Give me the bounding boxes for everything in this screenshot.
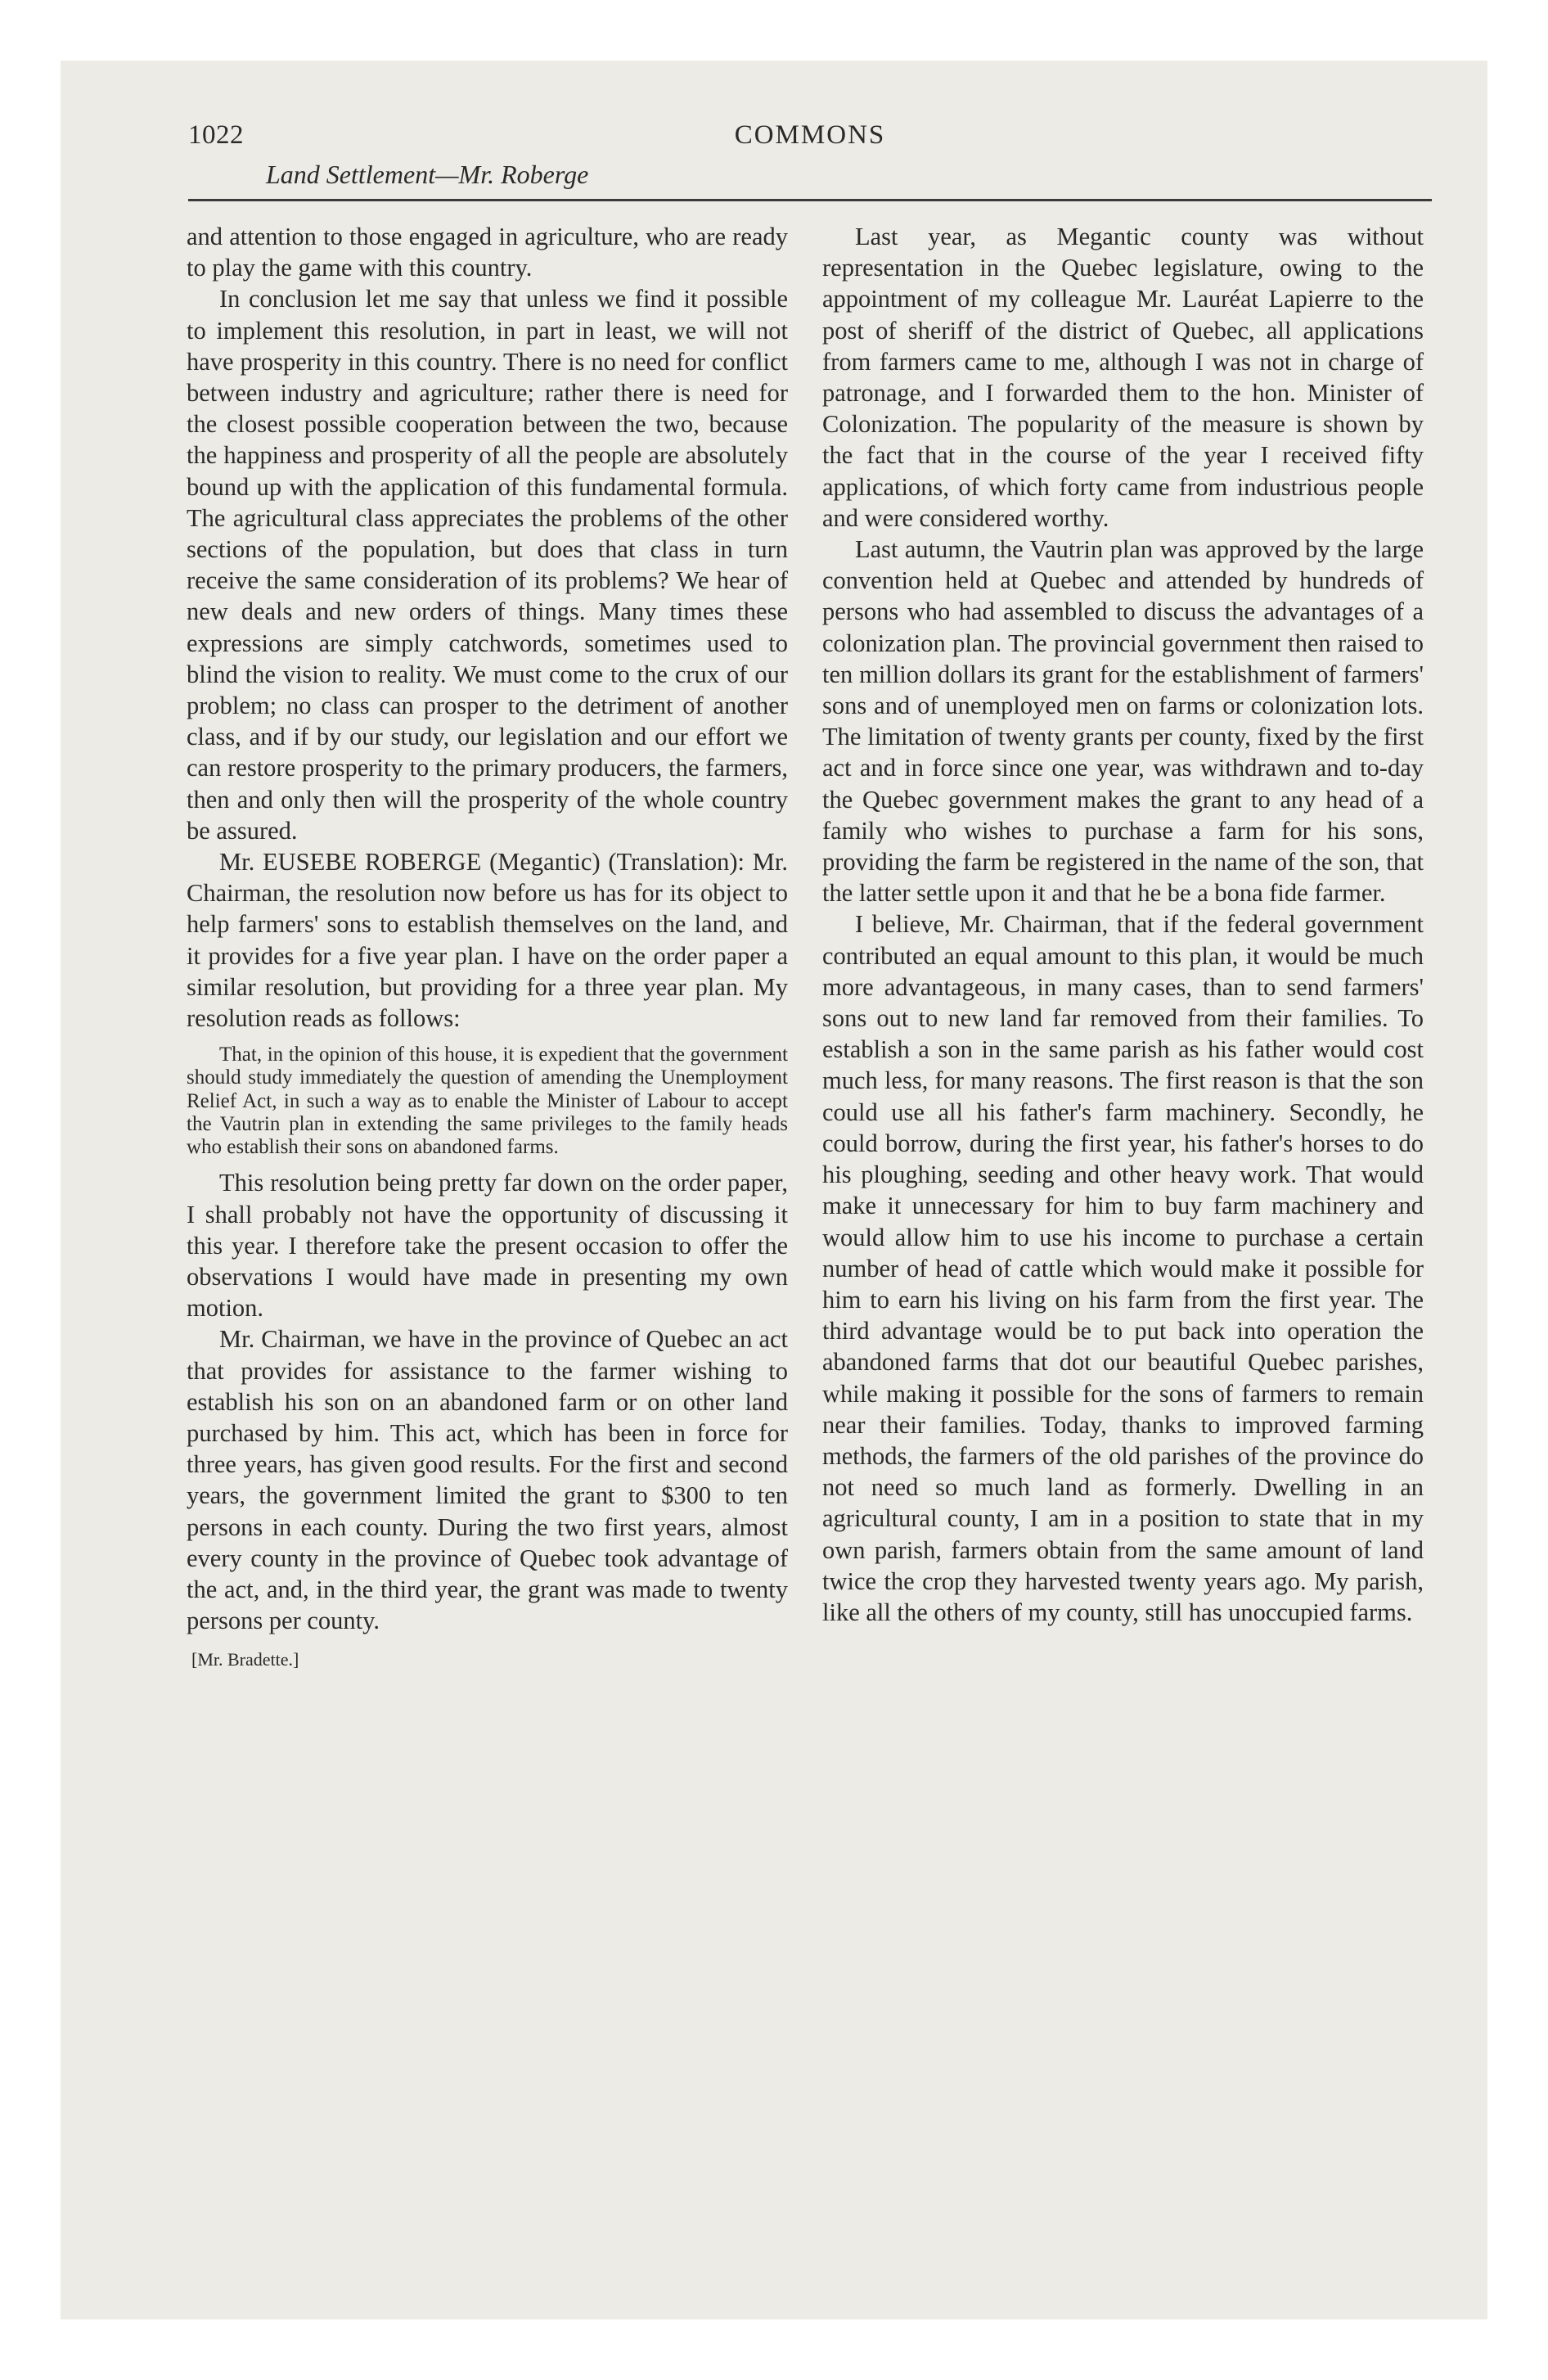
section-title: COMMONS	[734, 120, 886, 150]
page-header	[188, 120, 1432, 202]
header-rule	[188, 199, 1432, 201]
running-head: Land Settlement—Mr. Roberge	[266, 160, 589, 189]
paragraph: Mr. EUSEBE ROBERGE (Megantic) (Translation): Mr. Chairman, the resolution now before us has for its object to help farmers' sons to establish themselves on the land, and it provides for a five year plan. I have on the order paper a similar resolution, but providing for a three year plan. My resolution reads as follows:	[187, 848, 788, 1033]
paragraph: I believe, Mr. Chairman, that if the federal government contributed an equal amount to this plan, it would be much more advantageous, in many cases, than to send farmers' sons out to new land far removed from their families. To establish a son in the same parish as his father would cost much less, for many reasons. The first reason is that the son could use all his father's farm machinery. Secondly, he could borrow, during the first year, his father's horses to do his ploughing, seeding and other heavy work. That would make it unnecessary for him to buy farm machinery and would allow him to use his income to purchase a certain number of head of cattle which would make it possible for him to earn his living on his farm from the first year. The third advantage would be to put back into operation the abandoned farms that dot our beautiful Quebec parishes, while making it possible for the sons of farmers to remain near their families. Today, thanks to improved farming methods, the farmers of the old parishes of the province do not need so much land as formerly. Dwelling in an agricultural county, I am in a position to state that in my own parish, farmers obtain from the same amount of land twice the crop they harvested twenty years ago. My parish, like all the others of my county, still has unoccupied farms.	[822, 910, 1424, 1626]
paragraph: This resolution being pretty far down on the order paper, I shall probably not have the opportunity of discussing it this year. I therefore take the present occasion to offer the observations I would have made in presenting my own motion.	[187, 1169, 788, 1323]
right-column	[822, 221, 1424, 1628]
resolution-quote: That, in the opinion of this house, it is expedient that the government should study immediately the question of amending the Unemployment Relief Act, in such a way as to enable the Minister of Labour to accept the Vautrin plan in extending the same privileges to the family heads who establish their sons on abandoned farms.	[187, 1044, 788, 1159]
page-number: 1022	[188, 120, 244, 150]
left-column	[187, 221, 788, 1672]
paragraph: and attention to those engaged in agriculture, who are ready to play the game with this country.	[187, 223, 788, 282]
paragraph: Last autumn, the Vautrin plan was approved by the large convention held at Quebec and attended by hundreds of persons who had assembled to discuss the advantages of a colonization plan. The provincial government then raised to ten million dollars its grant for the establishment of farmers' sons and of unemployed men on farms or colonization lots. The limitation of twenty grants per county, fixed by the first act and in force since one year, was withdrawn and to-day the Quebec government makes the grant to any head of a family who wishes to purchase a farm for his sons, providing the farm be registered in the name of the son, that the latter settle upon it and that he be a bona fide farmer.	[822, 535, 1424, 908]
paragraph: In conclusion let me say that unless we find it possible to implement this resolution, in part in least, we will not have prosperity in this country. There is no need for conflict between industry and agriculture; rather there is need for the closest possible cooperation between the two, because the happiness and prosperity of all the people are absolutely bound up with the application of this fundamental formula. The agricultural class appreciates the problems of the other sections of the population, but does that class in turn receive the same consideration of its problems? We hear of new deals and new orders of things. Many times these expressions are simply catchwords, sometimes used to blind the vision to reality. We must come to the crux of our problem; no class can prosper to the detriment of another class, and if by our study, our legislation and our effort we can restore prosperity to the primary producers, the farmers, then and only then will the prosperity of the whole country be assured.	[187, 285, 788, 845]
paragraph: Last year, as Megantic county was without representation in the Quebec legislature, owing to the appointment of my colleague Mr. Lauréat Lapierre to the post of sheriff of the district of Quebec, all applications from farmers came to me, although I was not in charge of patronage, and I forwarded them to the hon. Minister of Colonization. The popularity of the measure is shown by the fact that in the course of the year I received fifty applications, of which forty came from industrious people and were considered worthy.	[822, 223, 1424, 532]
speaker-reference: [Mr. Bradette.]	[191, 1649, 299, 1670]
paragraph: Mr. Chairman, we have in the province of Quebec an act that provides for assistance to the farmer wishing to establish his son on an abandoned farm or on other land purchased by him. This act, which has been in force for three years, has given good results. For the first and second years, the government limited the grant to $300 to ten persons in each county. During the two first years, almost every county in the province of Quebec took advantage of the act, and, in the third year, the grant was made to twenty persons per county.	[187, 1325, 788, 1635]
